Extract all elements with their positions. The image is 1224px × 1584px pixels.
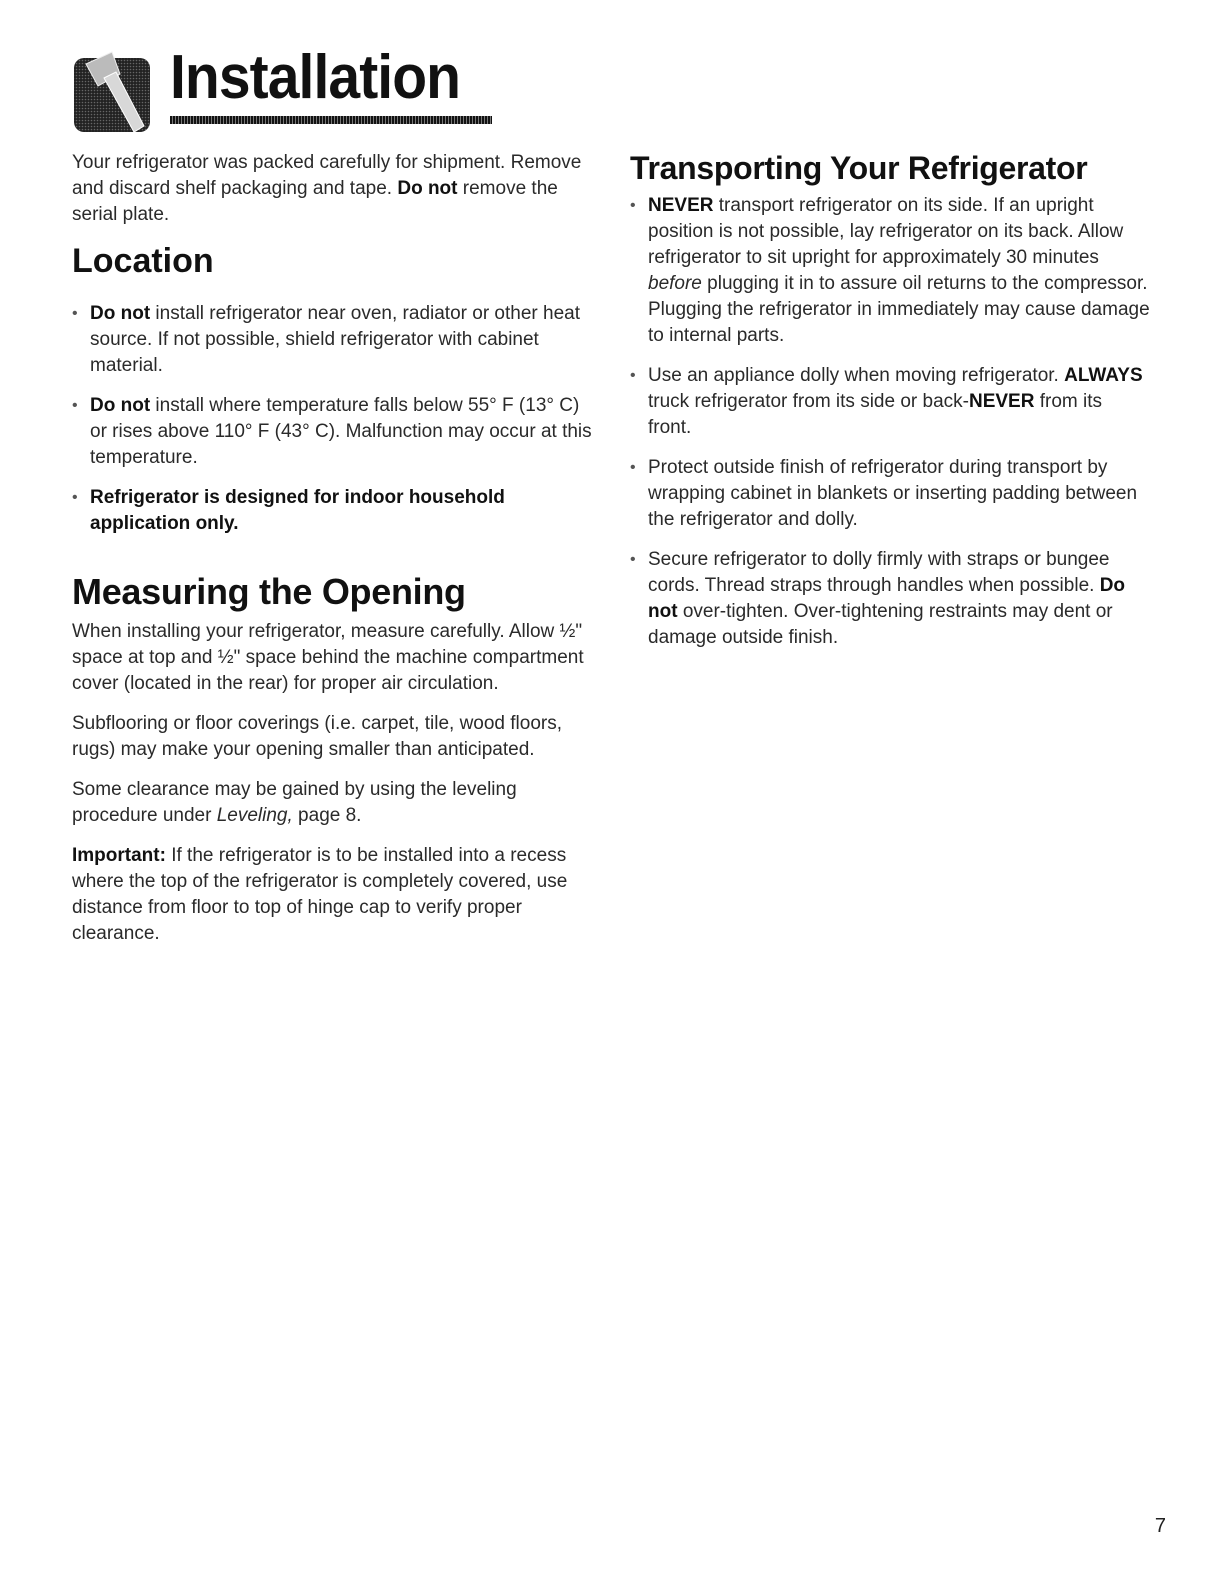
list-item: • Protect outside finish of refrigerator during transport by wrapping cabinet in blankets or inserting padding between the refrigerator and dolly. [630, 457, 1138, 530]
transporting-heading: Transporting Your Refrigerator [630, 150, 1088, 186]
left-column [72, 150, 592, 961]
measuring-heading: Measuring the Opening [72, 571, 466, 612]
list-item: • Do not install refrigerator near oven, radiator or other heat source. If not possible, shield refrigerator with cabinet material. [72, 303, 580, 376]
right-column [630, 150, 1150, 665]
list-item: • Secure refrigerator to dolly firmly with straps or bungee cords. Thread straps through handles when possible. Do not over-tighten. Over-tightening restraints may dent or damage outside finish. [630, 549, 1126, 648]
title-underline [170, 116, 492, 124]
measuring-paragraph: Subflooring or floor coverings (i.e. carpet, tile, wood floors, rugs) may make your opening smaller than anticipated. [72, 713, 563, 760]
page-title: Installation [170, 43, 461, 112]
list-item: • Use an appliance dolly when moving refrigerator. ALWAYS truck refrigerator from its side or back-NEVER from its front. [630, 365, 1143, 438]
important-note: Important: If the refrigerator is to be installed into a recess where the top of the refrigerator is completely covered, use distance from floor to top of hinge cap to verify proper clearance. [72, 845, 568, 944]
measuring-paragraph: Some clearance may be gained by using the leveling procedure under Leveling, page 8. [72, 779, 517, 826]
transporting-list [630, 193, 1150, 651]
intro-paragraph: Your refrigerator was packed carefully for shipment. Remove and discard shelf packaging and tape. Do not remove the serial plate. [72, 152, 582, 225]
list-item: • NEVER transport refrigerator on its side. If an upright position is not possible, lay refrigerator on its back. Allow refrigerator to sit upright for approximately 30 minutes before plugging it in to assure oil returns to the compressor. Plugging the refrigerator in immediately may cause damage to internal parts. [630, 195, 1150, 346]
list-item: • Do not install where temperature falls below 55° F (13° C) or rises above 110° F (43° C). Malfunction may occur at this temperature. [72, 395, 592, 468]
page-header [72, 40, 461, 136]
list-item: • Refrigerator is designed for indoor household application only. [72, 487, 505, 534]
location-heading: Location [72, 242, 214, 280]
tool-icon [72, 50, 152, 134]
location-list [72, 301, 592, 537]
page-number: 7 [1154, 1515, 1166, 1537]
measuring-paragraph: When installing your refrigerator, measure carefully. Allow ½" space at top and ½" space behind the machine compartment cover (located in the rear) for proper air circulation. [72, 621, 584, 694]
